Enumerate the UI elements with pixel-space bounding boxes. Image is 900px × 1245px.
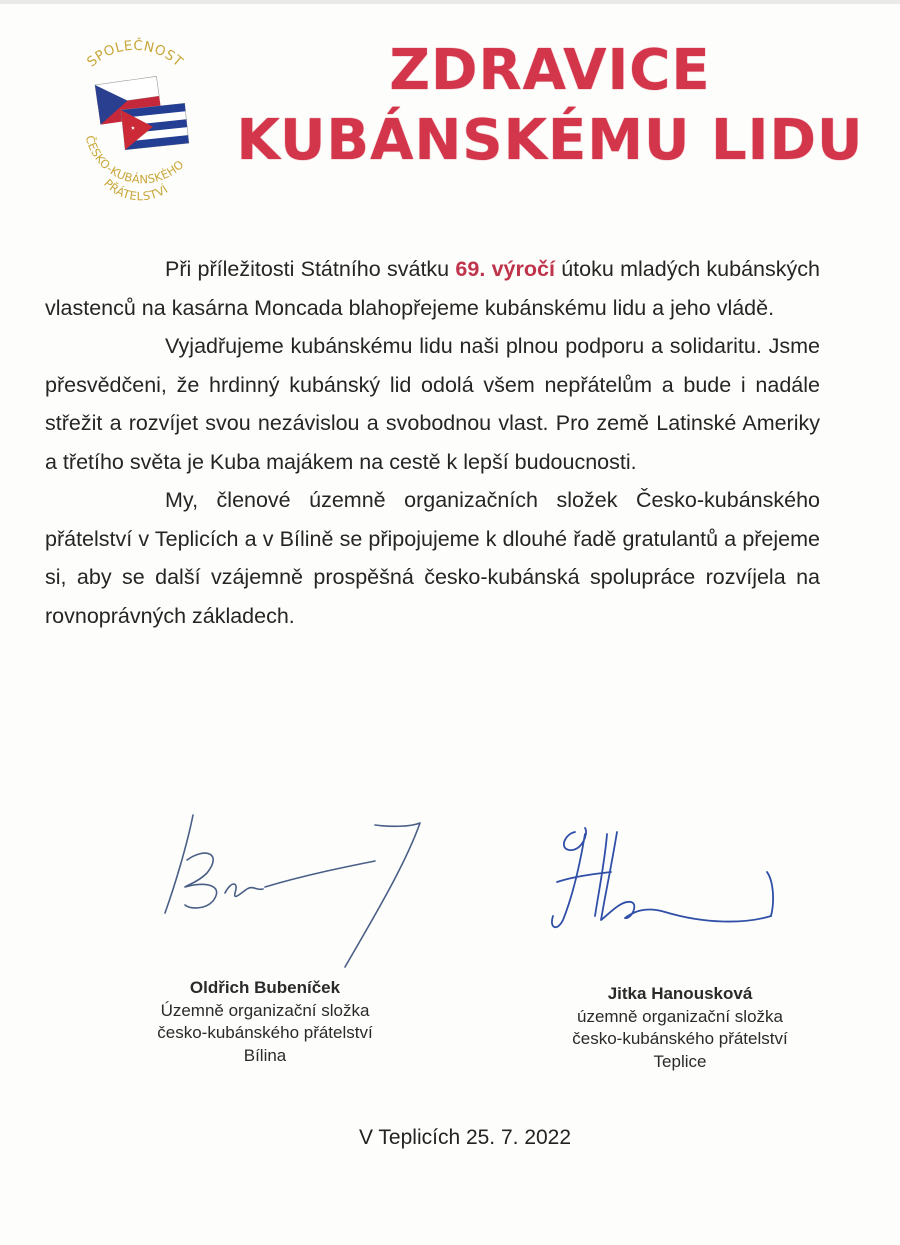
signer-right-role: územně organizační složka [576, 1006, 783, 1026]
flags-icon [95, 76, 189, 149]
logo-side-text: ČESKO-KUBÁNSKÉHO [82, 133, 187, 187]
letter-title [230, 36, 870, 176]
logo-emblem [55, 30, 215, 215]
anniversary-highlight: 69. výročí [455, 257, 555, 281]
signer-right [520, 983, 840, 1073]
date-line: V Teplicích 25. 7. 2022 [358, 1126, 572, 1149]
paragraph-1-rest: útoku mladých kubánských vlastenců na kasárna Moncada blahopřejeme kubánskému lidu a jeho vládě. [45, 257, 820, 320]
signer-right-name: Jitka Hanousková [607, 984, 753, 1003]
society-logo [55, 30, 215, 215]
signer-left-role: Územně organizační složka [160, 1000, 370, 1020]
signature-left [135, 805, 435, 975]
scan-edge [0, 0, 900, 4]
signer-left-place: Bílina [243, 1045, 287, 1065]
signer-right-place: Teplice [653, 1051, 707, 1071]
signer-left-org: česko-kubánského přátelství [157, 1023, 373, 1042]
signer-left [95, 977, 435, 1067]
signer-right-org: česko-kubánského přátelství [572, 1029, 788, 1048]
title-line-1: ZDRAVICE [389, 38, 711, 103]
paragraph-3: My, členové územně organizačních složek Česko-kubánského přátelství v Teplicích a v Bílině se připojujeme k dlouhé řadě gratulantů a přejeme si, aby se další vzájemně prospěšná česko-kubánská spolupráce rozvíjela na rovnoprávných základech. [45, 488, 820, 628]
signer-left-name: Oldřich Bubeníček [189, 978, 341, 997]
paragraph-1-start: Při příležitosti Státního svátku [165, 257, 456, 281]
paragraph-1 [45, 250, 820, 327]
paragraph-2: Vyjadřujeme kubánskému lidu naši plnou podporu a solidaritu. Jsme přesvědčeni, že hrdinný kubánský lid odolá všem nepřátelům a bude i nadále střežit a rozvíjet svou nezávislou a svobodnou vlast. Pro země Latinské Ameriky a třetího světa je Kuba majákem na cestě k lepší budoucnosti. [45, 334, 820, 474]
signature-right [535, 820, 785, 960]
logo-top-text: SPOLEČNOST [83, 37, 187, 71]
logo-bottom-text: PŘÁTELSTVÍ [101, 176, 171, 204]
title-line-2: KUBÁNSKÉMU LIDU [236, 108, 864, 173]
letter-body [45, 250, 820, 635]
